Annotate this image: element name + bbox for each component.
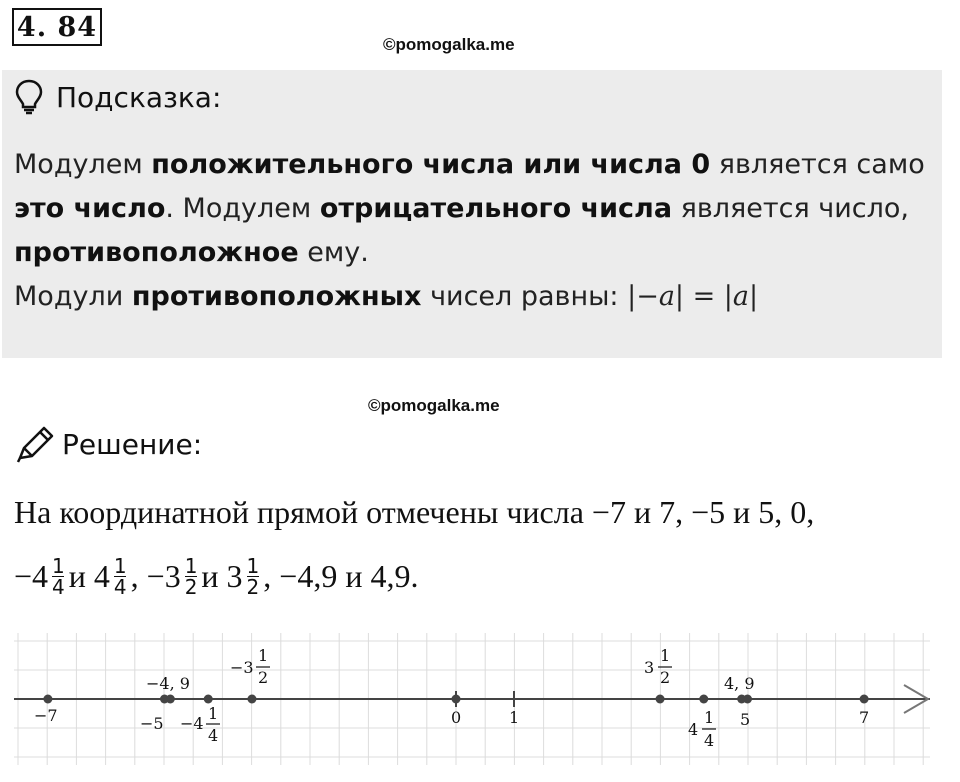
hint-bold-part: положительного числа или числа 0 (151, 149, 711, 180)
solution-text-part: , −3 (130, 558, 181, 594)
task-number: 4. 84 (12, 8, 102, 46)
data-point (452, 695, 461, 704)
label-m3-num: 1 (258, 646, 269, 665)
data-point (656, 695, 665, 704)
solution-line-1: На координатной прямой отмечены числа −7 и 7, −5 и 5, 0, (14, 494, 815, 530)
lightbulb-icon (14, 79, 44, 115)
solution-text-part: , −4,9 и 4,9. (263, 558, 419, 594)
fraction: $\frac{1}{4}$ (52, 554, 65, 599)
label-m3-den: 2 (258, 668, 269, 687)
hint-text-part: чисел равны: (421, 281, 628, 312)
hint-text-part: Модули (14, 281, 132, 312)
data-point (699, 695, 708, 704)
label-p3-den: 2 (660, 668, 671, 687)
data-point (247, 695, 256, 704)
data-point (743, 695, 752, 704)
label-m4-num: 1 (208, 704, 219, 723)
solution-heading (14, 424, 202, 464)
fraction: $\frac{1}{2}$ (184, 554, 198, 599)
hint-text-part: . Модулем (165, 193, 320, 224)
label-m7: −7 (34, 706, 58, 725)
label-m49: −4, 9 (146, 674, 190, 693)
hint-heading (14, 79, 221, 115)
data-point (204, 695, 213, 704)
hint-text-part: является число, (672, 193, 909, 224)
label-p49: 4, 9 (724, 674, 755, 693)
label-zero: 0 (451, 708, 462, 727)
solution-text-part: −4 (14, 558, 49, 594)
label-p3: 3 (644, 658, 655, 677)
solution-title: Решение: (62, 427, 203, 461)
watermark-top: ©pomogalka.me (383, 35, 515, 54)
label-p5: 5 (740, 710, 751, 729)
hint-bold-part: противоположных (131, 281, 422, 312)
label-p3-num: 1 (660, 646, 671, 665)
label-m4: −4 (180, 714, 204, 733)
hint-text-part: является само (710, 149, 925, 180)
hint-text-part: Модулем (14, 149, 152, 180)
data-point (166, 695, 175, 704)
data-point (43, 695, 52, 704)
data-point (860, 695, 869, 704)
modulus-formula: |−a| = |a| (627, 281, 759, 312)
hint-bold-part: отрицательного числа (319, 193, 673, 224)
number-line (0, 625, 960, 775)
label-m4-den: 4 (208, 726, 219, 745)
label-p4-den: 4 (704, 731, 715, 750)
hint-text-part: ему. (298, 237, 369, 268)
watermark-middle: ©pomogalka.me (368, 396, 500, 415)
fraction: $\frac{1}{2}$ (246, 554, 260, 599)
hint-body (14, 143, 934, 319)
points-group (43, 695, 868, 704)
label-p7: 7 (859, 708, 870, 727)
label-m5: −5 (140, 714, 164, 733)
label-p4: 4 (688, 720, 699, 739)
solution-text-part: и 4 (68, 558, 110, 594)
label-m3: −3 (230, 658, 254, 677)
fraction: $\frac{1}{4}$ (113, 554, 127, 599)
label-p4-num: 1 (704, 708, 715, 727)
hint-bold-part: противоположное (14, 237, 299, 268)
label-one: 1 (509, 708, 520, 727)
hint-bold-part: это число (14, 193, 166, 224)
solution-line-2 (14, 556, 418, 597)
pencil-icon (14, 424, 56, 464)
hint-title: Подсказка: (56, 80, 222, 114)
solution-text-part: и 3 (201, 558, 243, 594)
